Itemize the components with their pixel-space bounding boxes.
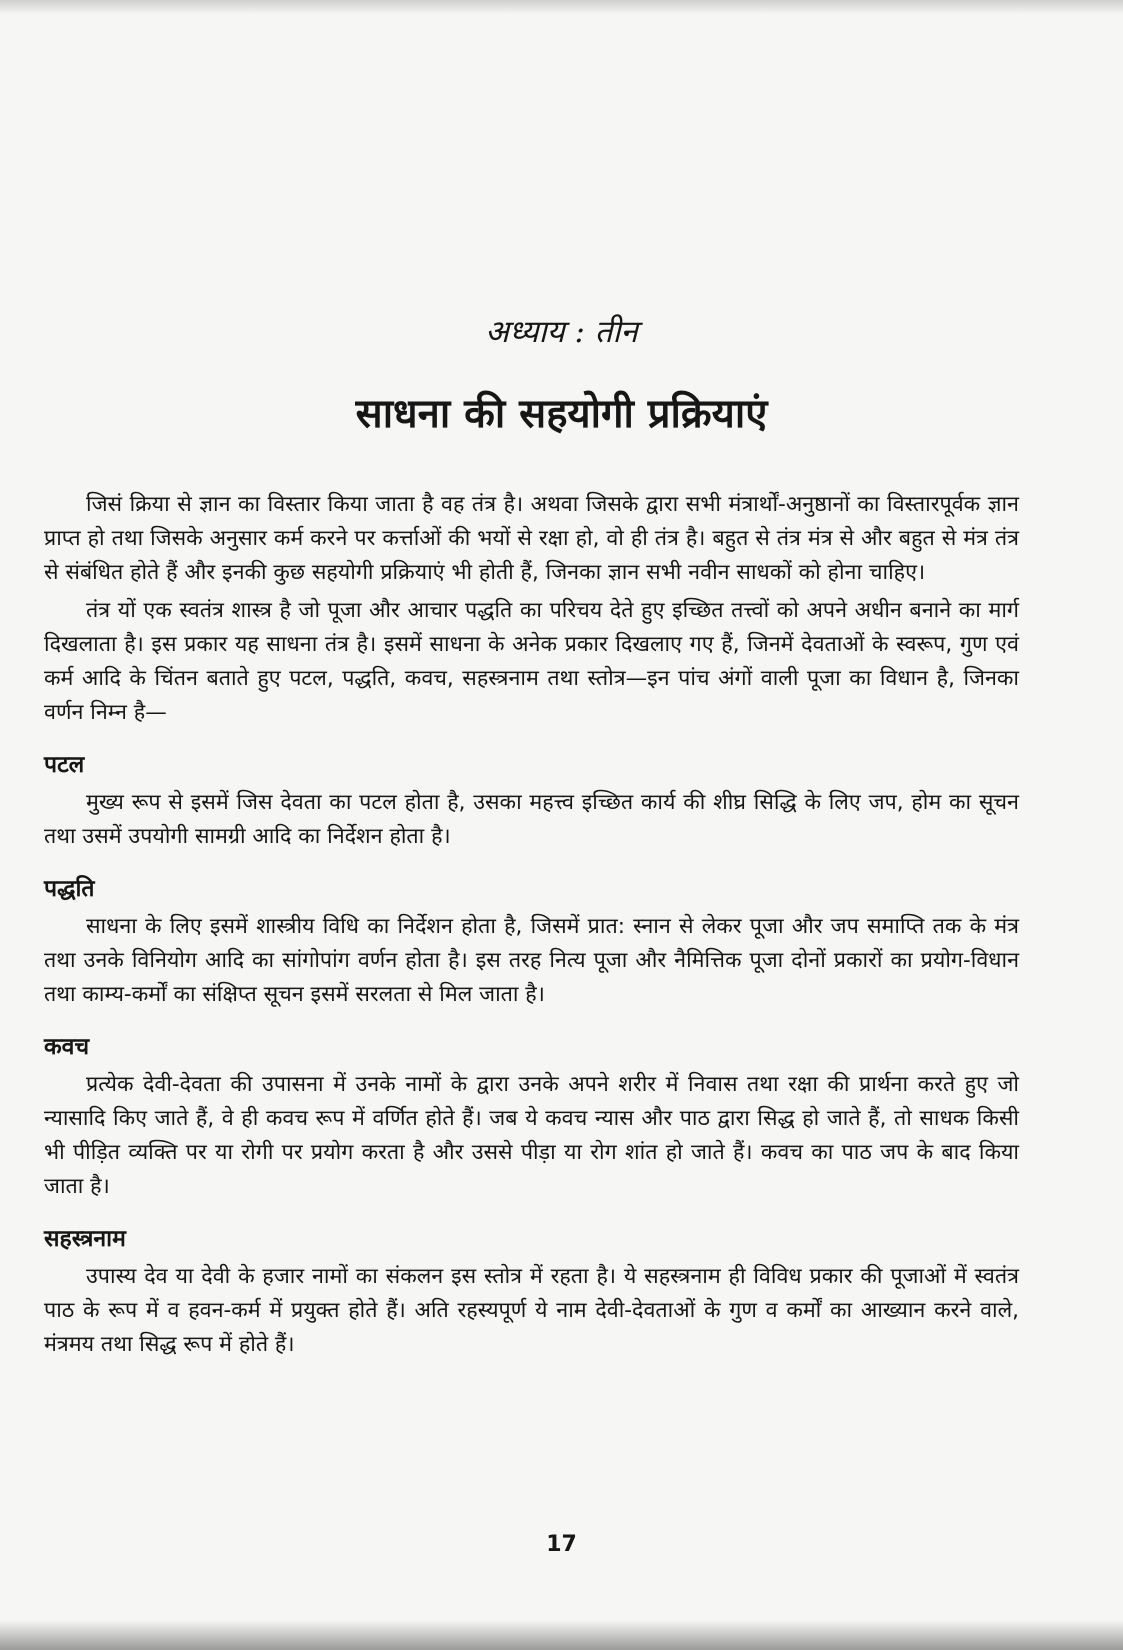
section-text-sahasranam: उपास्य देव या देवी के हजार नामों का संकलन इस स्तोत्र में रहता है। ये सहस्त्रनाम ही विविध प्रकार की पूजाओं में स्वतंत्र पाठ के रूप में व हवन-कर्म में प्रयुक्त होते हैं। अति रहस्यपूर्ण ये नाम देवी-देवताओं के गुण व कर्मों का आख्यान करने वाले, मंत्रमय तथा सिद्ध रूप में होते हैं।: [44, 1264, 1019, 1357]
section-heading-kavach: कवच: [44, 1034, 90, 1060]
page-top-shadow: [0, 0, 1123, 14]
section-heading-patal: पटल: [44, 752, 85, 778]
section-text-kavach: प्रत्येक देवी-देवता की उपासना में उनके नामों के द्वारा उनके अपने शरीर में निवास तथा रक्षा की प्रार्थना करते हुए जो न्यासादि किए जाते हैं, वे ही कवच रूप में वर्णित होते हैं। जब ये कवच न्यास और पाठ द्वारा सिद्ध हो जाते हैं, तो साधक किसी भी पीड़ित व्यक्ति पर या रोगी पर प्रयोग करता है और उससे पीड़ा या रोग शांत हो जाते हैं। कवच का पाठ जप के बाद किया जाता है।: [44, 1072, 1019, 1199]
section-text-patal: मुख्य रूप से इसमें जिस देवता का पटल होता है, उसका महत्त्व इच्छित कार्य की शीघ्र सिद्धि के लिए जप, होम का सूचन तथा उसमें उपयोगी सामग्री आदि का निर्देशन होता है।: [44, 790, 1019, 849]
section-text-paddhati: साधना के लिए इसमें शास्त्रीय विधि का निर्देशन होता है, जिसमें प्रात: स्नान से लेकर पूजा और जप समाप्ति तक के मंत्र तथा उनके विनियोग आदि का सांगोपांग वर्णन होता है। इस तरह नित्य पूजा और नैमित्तिक पूजा दोनों प्रकारों का प्रयोग-विधान तथा काम्य-कर्मों का संक्षिप्त सूचन इसमें सरलता से मिल जाता है।: [44, 914, 1019, 1007]
chapter-label: अध्याय : तीन: [485, 314, 638, 350]
section-heading-paddhati: पद्धति: [44, 876, 95, 902]
page-number: 17: [546, 1532, 577, 1557]
chapter-title: साधना की सहयोगी प्रक्रियाएं: [355, 391, 768, 437]
intro-paragraph: जिसं क्रिया से ज्ञान का विस्तार किया जाता है वह तंत्र है। अथवा जिसके द्वारा सभी मंत्रार्थों-अनुष्ठानों का विस्तारपूर्वक ज्ञान प्राप्त हो तथा जिसके अनुसार कर्म करने पर कर्त्ताओं की भयों से रक्षा हो, वो ही तंत्र है। बहुत से तंत्र मंत्र से और बहुत से मंत्र तंत्र से संबंधित होते हैं और इनकी कुछ सहयोगी प्रक्रियाएं भी होती हैं, जिनका ज्ञान सभी नवीन साधकों को होना चाहिए।: [44, 492, 1019, 585]
page-body: [44, 488, 1019, 1362]
page-bottom-shadow: [0, 1620, 1123, 1650]
intro-paragraph: तंत्र यों एक स्वतंत्र शास्त्र है जो पूजा और आचार पद्धति का परिचय देते हुए इच्छित तत्त्वों को अपने अधीन बनाने का मार्ग दिखलाता है। इस प्रकार यह साधना तंत्र है। इसमें साधना के अनेक प्रकार दिखलाए गए हैं, जिनमें देवताओं के स्वरूप, गुण एवं कर्म आदि के चिंतन बताते हुए पटल, पद्धति, कवच, सहस्त्रनाम तथा स्तोत्र—इन पांच अंगों वाली पूजा का विधान है, जिनका वर्णन निम्न है—: [44, 598, 1019, 725]
section-heading-sahasranam: सहस्त्रनाम: [44, 1226, 126, 1252]
